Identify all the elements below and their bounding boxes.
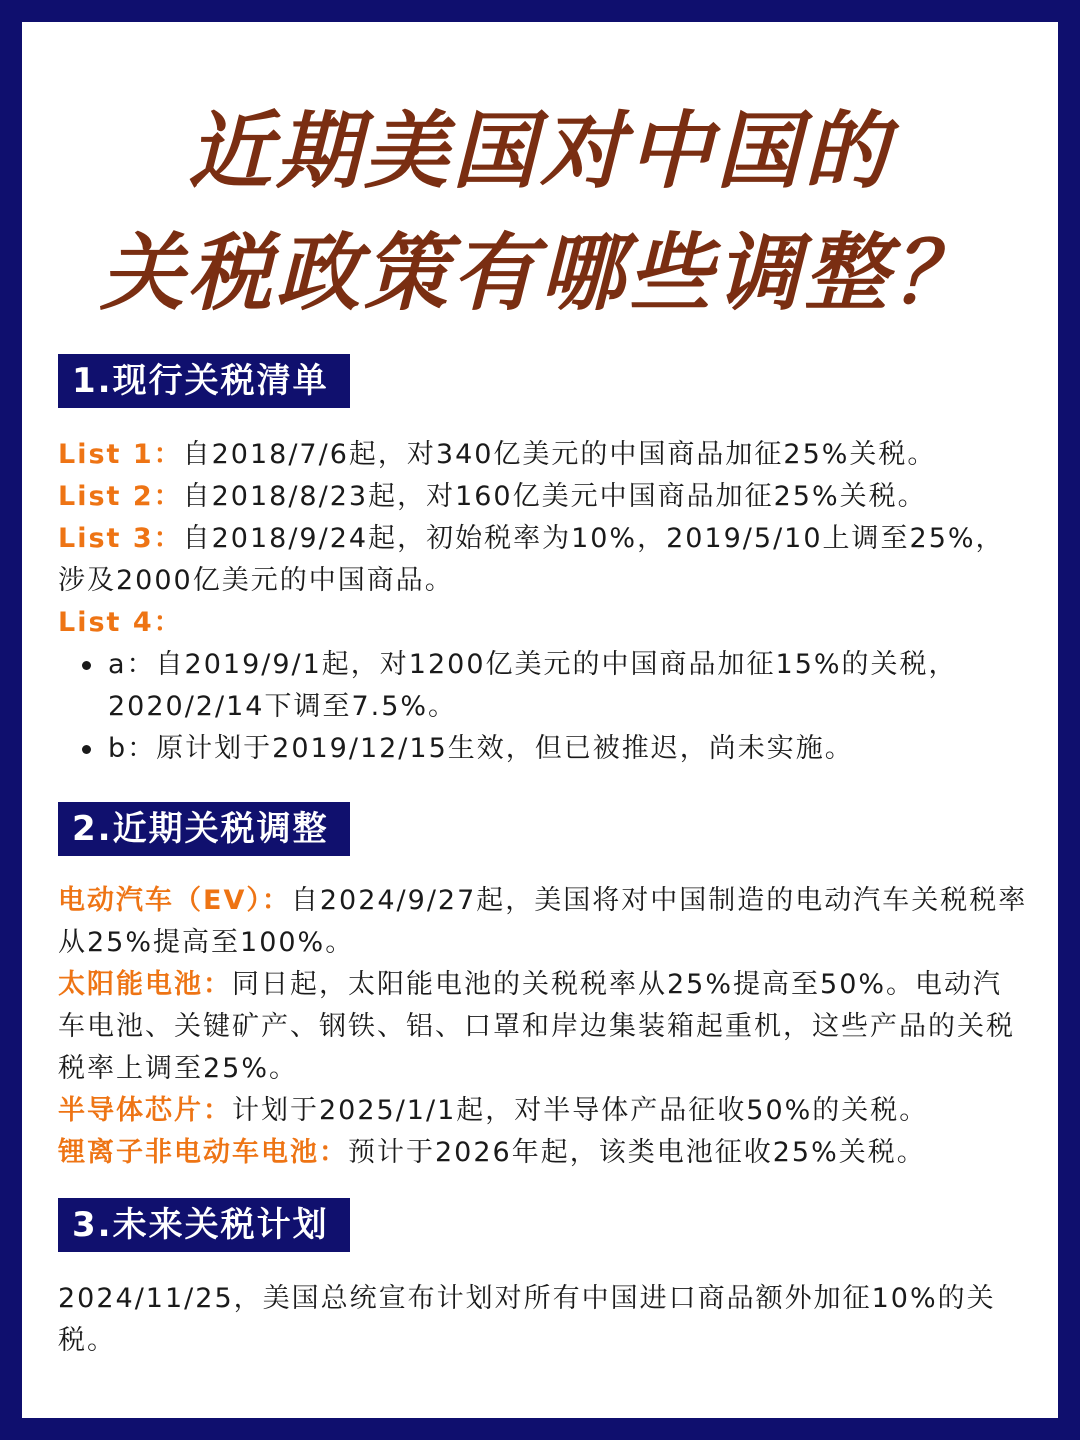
page-title-line-2: 关税政策有哪些调整？ bbox=[99, 224, 980, 322]
item-label: 半导体芯片： bbox=[58, 1095, 232, 1126]
bullet-item bbox=[58, 644, 1030, 728]
item-text: 自2018/8/23起，对160亿美元中国商品加征25%关税。 bbox=[182, 481, 927, 512]
item-label: 太阳能电池： bbox=[58, 969, 232, 1000]
section-heading-future-plan: 3.未来关税计划 bbox=[58, 1198, 350, 1252]
content-card bbox=[22, 22, 1058, 1418]
item-label: List 3： bbox=[58, 523, 183, 554]
item-label: List 1： bbox=[58, 439, 183, 470]
item-text: 计划于2025/1/1起，对半导体产品征收50%的关税。 bbox=[232, 1095, 929, 1126]
item-text: 同日起，太阳能电池的关税税率从25%提高至50%。电动汽车电池、关键矿产、钢铁、铝、口罩和岸边集装箱起重机，这些产品的关税税率上调至25%。 bbox=[58, 969, 1015, 1084]
section-body-current-list bbox=[58, 434, 1030, 770]
bullet-item bbox=[58, 728, 1030, 770]
section-heading-recent-adjustments: 2.近期关税调整 bbox=[58, 802, 350, 856]
bullet-text: a：自2019/9/1起，对1200亿美元的中国商品加征15%的关税，2020/2/14下调至7.5%。 bbox=[108, 649, 958, 722]
item-label: List 4： bbox=[58, 607, 183, 638]
item-label: 电动汽车（EV）： bbox=[58, 885, 291, 916]
future-plan-text: 2024/11/25，美国总统宣布计划对所有中国进口商品额外加征10%的关税。 bbox=[58, 1283, 996, 1356]
list-item bbox=[58, 880, 1030, 964]
list-item bbox=[58, 434, 1030, 476]
bullet-dot-icon bbox=[82, 661, 91, 670]
item-text: 自2018/9/24起，初始税率为10%，2019/5/10上调至25%，涉及2000亿美元的中国商品。 bbox=[58, 523, 1005, 596]
item-text: 自2018/7/6起，对340亿美元的中国商品加征25%关税。 bbox=[182, 439, 937, 470]
section-body-future-plan bbox=[58, 1278, 1030, 1362]
bullet-dot-icon bbox=[82, 745, 91, 754]
list-item bbox=[58, 476, 1030, 518]
section-heading-current-list: 1.现行关税清单 bbox=[58, 354, 350, 408]
item-text: 自2024/9/27起，美国将对中国制造的电动汽车关税税率从25%提高至100%。 bbox=[58, 885, 1028, 958]
list-item bbox=[58, 602, 1030, 644]
list-item bbox=[58, 1090, 1030, 1132]
bullet-text: b：原计划于2019/12/15生效，但已被推迟，尚未实施。 bbox=[108, 733, 854, 764]
item-text: 预计于2026年起，该类电池征收25%关税。 bbox=[348, 1137, 926, 1168]
section-body-recent-adjustments bbox=[58, 880, 1030, 1174]
list-item bbox=[58, 518, 1030, 602]
list-item bbox=[58, 1132, 1030, 1174]
item-label: List 2： bbox=[58, 481, 183, 512]
item-label: 锂离子非电动车电池： bbox=[58, 1137, 348, 1168]
page-title-line-1: 近期美国对中国的 bbox=[187, 102, 892, 200]
list-item bbox=[58, 964, 1030, 1090]
